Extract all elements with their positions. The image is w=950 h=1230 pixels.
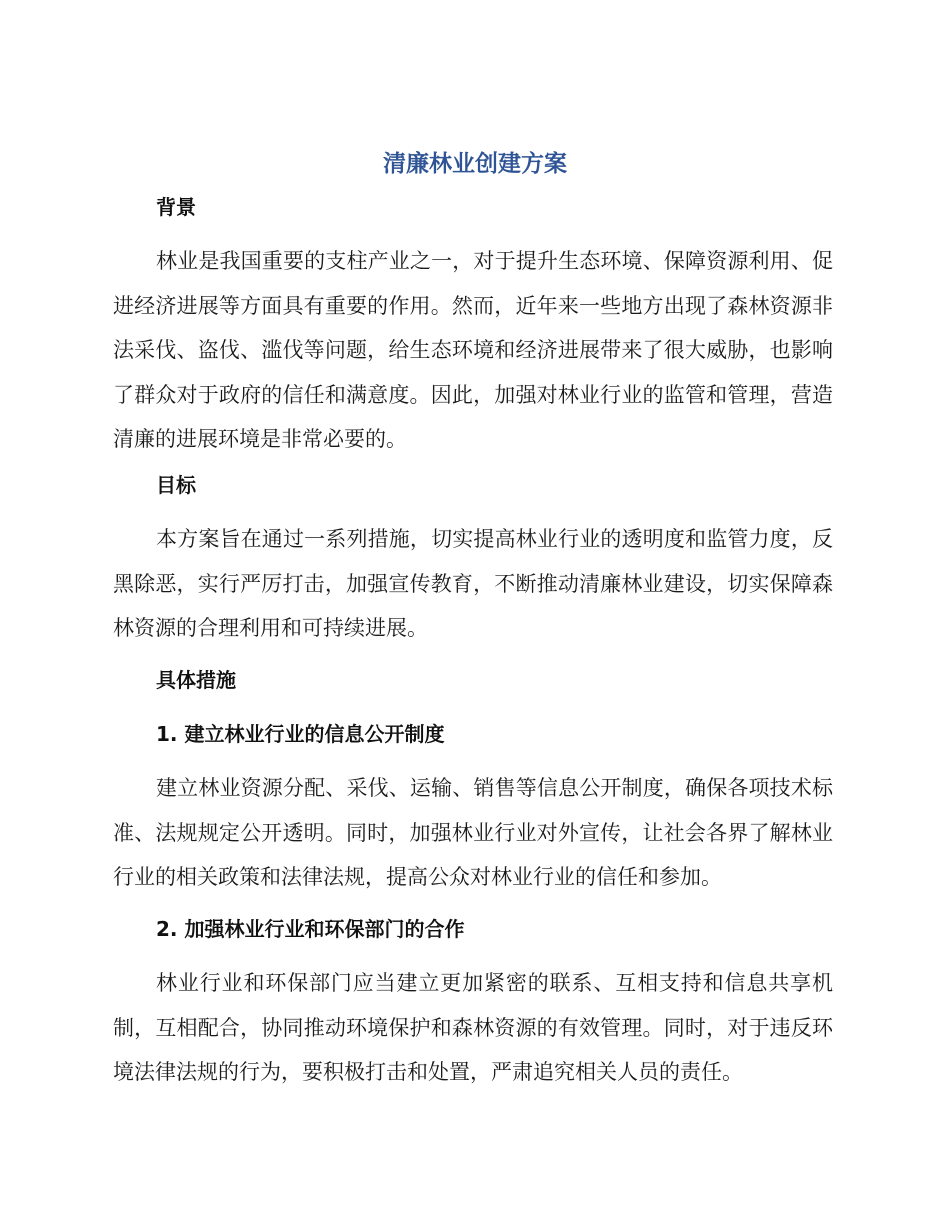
section-paragraph-measure-2: 林业行业和环保部门应当建立更加紧密的联系、互相支持和信息共享机制，互相配合，协同推动环境保护和森林资源的有效管理。同时，对于违反环境法律法规的行为，要积极打击和处置，严肃追究相关人员的责任。 — [113, 971, 833, 1084]
section-heading-measures: 具体措施 — [156, 668, 236, 692]
section-paragraph-background: 林业是我国重要的支柱产业之一，对于提升生态环境、保障资源利用、促进经济进展等方面具有重要的作用。然而，近年来一些地方出现了森林资源非法采伐、盗伐、滥伐等问题，给生态环境和经济进展带来了很大威胁，也影响了群众对于政府的信任和满意度。因此，加强对林业行业的监管和管理，营造清廉的进展环境是非常必要的。 — [113, 249, 833, 451]
section-heading-measure-2: 2. 加强林业行业和环保部门的合作 — [156, 917, 465, 941]
section-heading-background: 背景 — [156, 195, 196, 219]
document-title: 清廉林业创建方案 — [383, 151, 567, 177]
section-heading-measure-1: 1. 建立林业行业的信息公开制度 — [156, 722, 445, 746]
section-heading-goals: 目标 — [156, 473, 196, 497]
section-paragraph-goals: 本方案旨在通过一系列措施，切实提高林业行业的透明度和监管力度，反黑除恶，实行严厉打击，加强宣传教育，不断推动清廉林业建设，切实保障森林资源的合理利用和可持续进展。 — [113, 527, 833, 640]
section-paragraph-measure-1: 建立林业资源分配、采伐、运输、销售等信息公开制度，确保各项技术标准、法规规定公开透明。同时，加强林业行业对外宣传，让社会各界了解林业行业的相关政策和法律法规，提高公众对林业行业的信任和参加。 — [113, 776, 833, 889]
